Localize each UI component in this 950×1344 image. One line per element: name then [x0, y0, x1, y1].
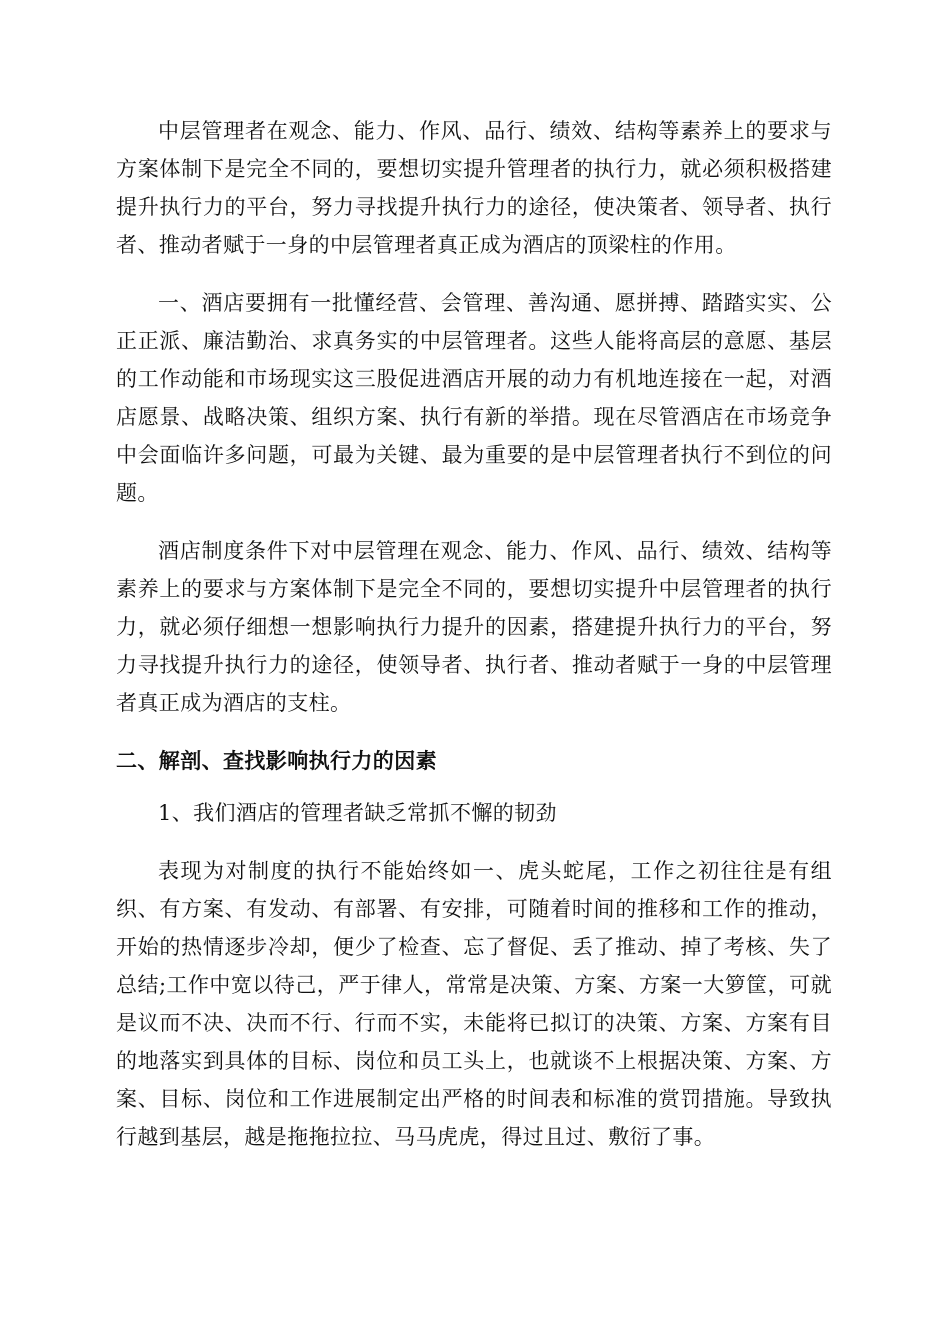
paragraph-manifestation: 表现为对制度的执行不能始终如一、虎头蛇尾，工作之初往往是有组织、有方案、有发动、有部署、有安排，可随着时间的推移和工作的推动，开始的热情逐步冷却，便少了检查、忘了督促、丢了推动、掉了考核、失了总结;工作中宽以待己，严于律人，常常是决策、方案、方案一大箩筐，可就是议而不决、决而不行、行而不实，未能将已拟订的决策、方案、方案有目的地落实到具体的目标、岗位和员工头上，也就谈不上根据决策、方案、方案、目标、岗位和工作进展制定出严格的时间表和标准的赏罚措施。导致执行越到基层，越是拖拖拉拉、马马虎虎，得过且过、敷衍了事。: [116, 859, 832, 1149]
document-body: [116, 112, 832, 1156]
paragraph-system-conditions: 酒店制度条件下对中层管理在观念、能力、作风、品行、绩效、结构等素养上的要求与方案体制下是完全不同的，要想切实提升中层管理者的执行力，就必须仔细想一想影响执行力提升的因素，搭建提升执行力的平台，努力寻找提升执行力的途径，使领导者、执行者、推动者赋于一身的中层管理者真正成为酒店的支柱。: [116, 539, 832, 715]
paragraph-point-one: 一、酒店要拥有一批懂经营、会管理、善沟通、愿拼搏、踏踏实实、公正正派、廉洁勤治、求真务实的中层管理者。这些人能将高层的意愿、基层的工作动能和市场现实这三股促进酒店开展的动力有机地连接在一起，对酒店愿景、战略决策、组织方案、执行有新的举措。现在尽管酒店在市场竞争中会面临许多问题，可最为关键、最为重要的是中层管理者执行不到位的问题。: [116, 291, 832, 505]
paragraph-intro: 中层管理者在观念、能力、作风、品行、绩效、结构等素养上的要求与方案体制下是完全不同的，要想切实提升管理者的执行力，就必须积极搭建提升执行力的平台，努力寻找提升执行力的途径，使决策者、领导者、执行者、推动者赋于一身的中层管理者真正成为酒店的顶梁柱的作用。: [116, 119, 832, 257]
section-heading: 二、解剖、查找影响执行力的因素: [116, 749, 437, 773]
subsection-heading: 1、我们酒店的管理者缺乏常抓不懈的韧劲: [158, 801, 557, 825]
